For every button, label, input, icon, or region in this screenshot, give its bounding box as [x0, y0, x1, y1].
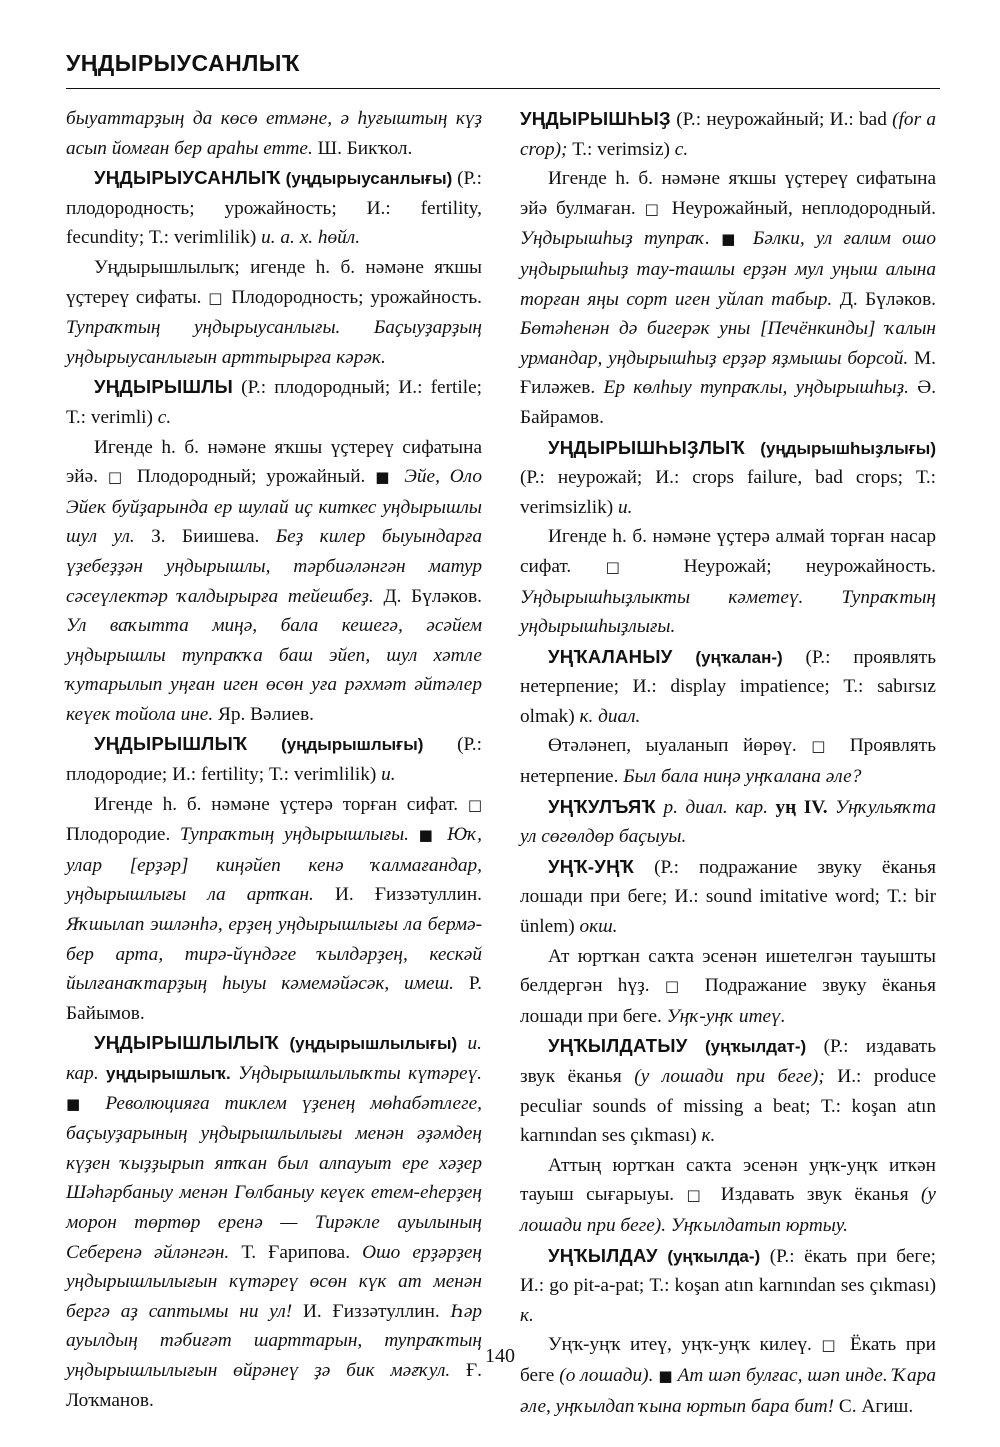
translation-marker-icon: □ — [467, 795, 482, 814]
entry-text: И. Ғиззәтуллин. — [302, 1300, 451, 1322]
italic-text: Беҙ килер быуындарға үҙебеҙҙән уңдырышлы, тәрбиәләнгән матур сәсеүлектәр ҡалдырырға тейешбеҙ. — [66, 526, 482, 607]
entry-text: Ёкать при беге — [520, 1334, 936, 1386]
headword-form: (уңҡылдат-) — [705, 1037, 807, 1057]
italic-text: Эйе, Оло Эйек буйҙарында ер шулай иҫ киткес уңдырышлы шул ул. — [66, 466, 482, 548]
entry-text: (Р.: подражание звуку ёканья лошади при беге; И.: sound imitative word; Т.: bir ünlem) — [520, 856, 936, 938]
italic-text: Уңдырышһыҙ тупраҡ. — [520, 228, 722, 250]
translation-marker-icon: □ — [821, 1336, 841, 1355]
entry-text: М. Ғиләжев. — [520, 347, 936, 399]
entry-text — [745, 438, 760, 459]
entry-text: Подражание звуку ёканья лошади при беге. — [520, 975, 936, 1027]
dictionary-entry — [66, 253, 482, 372]
entry-text: Яр. Вәлиев. — [218, 703, 314, 725]
dictionary-entry — [66, 104, 482, 163]
headword: УҢДЫРЫУСАНЛЫҠ — [94, 167, 281, 189]
dictionary-entry — [520, 852, 936, 942]
example-marker-icon: ■ — [375, 468, 395, 487]
italic-text: Тупраҡтың уңдырыусанлығы. Баҫыуҙарҙың уңдырыусанлығын арттырырға кәрәк. — [66, 317, 482, 368]
dictionary-entry — [520, 642, 936, 732]
translation-marker-icon: □ — [686, 1186, 709, 1205]
entry-text: (Р.: плодородность; урожайность; И.: fertility, fecundity; Т.: verimlilik) — [66, 168, 482, 249]
example-marker-icon: ■ — [658, 1366, 673, 1385]
italic-text: Юҡ, улар [ерҙәр] киңәйеп кенә ҡалмағандар, уңдырышлығы ла артҡан. — [66, 824, 482, 906]
italic-text: и. кар. — [66, 1033, 482, 1084]
entry-text: Игенде һ. б. нәмәне үҫтерә торған сифат. — [94, 793, 468, 815]
entry-text: Плодородный; урожайный. — [127, 466, 376, 488]
entry-text: Уңдырышлылыҡ; игенде һ. б. нәмәне яҡшы үҫтереү сифаты. — [66, 256, 482, 308]
dictionary-entry — [520, 942, 936, 1032]
italic-text: (for a crop); — [520, 109, 936, 160]
dictionary-entry — [66, 790, 482, 1029]
headword: УҢҠЫЛДАТЫУ — [548, 1035, 688, 1057]
dictionary-entry — [520, 104, 936, 164]
italic-text: Революцияға тиклем үҙенең мөһабәтлеге, баҫыуҙарының уңдырышлылығы менән әҙәмдең күҙен ҡыҙҙырып ятҡан был алпауыт ере хәҙер Шәһәрбаныу менән Гөлбаныу кеүек етем-еһерҙең морон төртөр еренә — Тирәкле ауылының Себеренә әйләнгән. — [66, 1092, 482, 1263]
entry-text — [673, 647, 696, 668]
header-divider — [66, 88, 940, 89]
entry-text: Игенде һ. б. нәмәне яҡшы үҫтереү сифатына эйә. — [66, 436, 482, 488]
entry-text: Ат юртҡан саҡта эсенән ишетелгән тауышты белдергән һүҙ. — [520, 945, 936, 997]
italic-text: к. — [520, 1304, 534, 1326]
entry-text: Д. Бүләков. — [383, 585, 483, 607]
translation-marker-icon: □ — [208, 288, 225, 307]
headword-form: (уңдырыусанлығы) — [285, 169, 453, 189]
italic-text: р. диал. кар. — [655, 796, 776, 818]
headword: УҢДЫРЫШЛЫҠ — [94, 733, 248, 755]
italic-text: Уңдырышһыҙлыкты кәметеү. Тупраҡтың уңдырышһыҙлығы. — [520, 586, 936, 638]
headword-form: (уңдырышһыҙлығы) — [760, 438, 936, 458]
entry-text: Д. Бүләков. — [839, 288, 936, 310]
italic-text: к. — [701, 1125, 716, 1147]
dictionary-entry — [520, 1241, 936, 1331]
entry-text: (Р.: неурожай; И.: crops failure, bad crops; Т.: verimsizlik) — [520, 467, 936, 518]
left-column — [66, 104, 482, 1415]
dictionary-entry — [520, 731, 936, 791]
headword: УҢҠ-УҢҠ — [548, 855, 635, 877]
italic-text: быуаттарҙың да көсө етмәне, ә һуғыштың күҙ асып йомған бер араһы етте. — [66, 108, 482, 159]
italic-text: и. — [618, 496, 633, 518]
entry-text — [457, 1033, 467, 1054]
entry-text: Өтәләнеп, ыуаланып йөрөү. — [548, 735, 812, 757]
example-marker-icon: ■ — [721, 230, 742, 249]
italic-text: и. — [381, 764, 396, 786]
running-header: УҢДЫРЫУСАНЛЫҠ — [66, 50, 300, 76]
italic-text: Уңдырышлылыҡты күтәреү. — [230, 1063, 482, 1084]
entry-text: Издавать звук ёканья — [708, 1184, 922, 1206]
dictionary-entry — [520, 1031, 936, 1150]
headword: УҢДЫРЫШЛЫ — [94, 376, 233, 398]
headword-form: (уңҡылда-) — [667, 1246, 761, 1266]
italic-text: Тупраҡтың уңдырышлығы. — [179, 824, 419, 846]
entry-text: И.: produce peculiar sounds of missing a beat; Т.: koşan atın karnından ses çıkması) — [520, 1066, 937, 1147]
entry-text: Неурожайный, неплодородный. — [662, 197, 936, 219]
entry-text: Игенде һ. б. нәмәне яҡшы үҫтереү сифатына эйә булмаған. — [520, 168, 936, 219]
entry-text: Неурожай; неурожайность. — [649, 555, 936, 577]
entry-text: Р. Байымов. — [66, 973, 482, 1024]
translation-marker-icon: □ — [605, 557, 650, 576]
headword: УҢДЫРЫШЛЫЛЫҠ — [94, 1032, 280, 1054]
dictionary-entry — [66, 163, 482, 253]
entry-text: Т.: verimsiz) — [567, 138, 675, 160]
entry-text: И. Ғиззәтуллин. — [334, 884, 482, 906]
dictionary-entry — [520, 164, 936, 432]
dictionary-entry — [520, 433, 936, 523]
entry-text — [247, 734, 281, 755]
translation-marker-icon: □ — [664, 977, 690, 996]
entry-text: (Р.: плодородный; И.: fertile; Т.: verimli) — [66, 377, 482, 428]
entry-text: (Р.: неурожайный; И.: bad — [670, 109, 893, 130]
italic-text: (о лошади). — [559, 1364, 659, 1386]
translation-marker-icon: □ — [107, 468, 128, 487]
entry-text: (Р.: проявлять нетерпение; И.: display impatience; Т.: sabırsız olmak) — [520, 646, 936, 727]
italic-text: Ат шәп булғас, шәп инде. Ҡара әле, уңҡылдап ҡына юртып бара бит! — [520, 1364, 936, 1417]
italic-text: и. а. х. һөйл. — [261, 227, 361, 249]
dictionary-entry — [520, 1330, 936, 1421]
dictionary-entry — [66, 433, 482, 730]
headword: УҢҠУЛЪЯҠ — [548, 795, 656, 817]
headword-form: (уңдырышлылығы) — [289, 1034, 458, 1054]
italic-text: Һәр ауылдың тәбиғәт шарттарын, тупраҡтың уңдырышлылығын өйрәнеү ҙә бик мәғҡул. — [66, 1300, 483, 1381]
entry-text: Уңҡ-уңҡ итеү, уңҡ-уңҡ килеү. — [548, 1334, 822, 1356]
entry-text: Ш. Бикҡол. — [317, 137, 413, 159]
italic-text: с. — [157, 406, 172, 428]
italic-text: Ер көлһыу тупраҡлы, уңдырышһыҙ. — [603, 377, 918, 399]
italic-text: Бөтәһенән дә бигерәк уны [Печёнкинды] ҡалын урмандар, уңдырышһыҙ ерҙәр яҙмышы борсой. — [520, 318, 936, 369]
entry-text: (Р.: ёкать при беге; И.: go pit-a-pat; Т.: koşan atın karnından ses çıkması) — [520, 1245, 936, 1297]
headword-form: (уңҡалан-) — [695, 647, 783, 667]
italic-text: Был бала ниңә уңҡалана әле? — [623, 766, 862, 788]
translation-marker-icon: □ — [644, 199, 663, 218]
italic-text: к. диал. — [579, 705, 641, 727]
italic-text: (у лошади при беге). Уңҡылдатып юртыу. — [520, 1184, 936, 1236]
entry-text: Т. Ғарипова. — [241, 1241, 363, 1263]
italic-text: с. — [674, 138, 689, 160]
entry-text: Игенде һ. б. нәмәне үҫтерә алмай торған насар сифат. — [520, 526, 936, 577]
dictionary-entry — [520, 792, 936, 852]
italic-text: окш. — [579, 916, 618, 938]
italic-text: Яҡшылап эшләнһә, ерҙең уңдырышлығы ла бермә-бер арта, тирә-йүндәге ҡылдәрҙең, кескәй йылғанаҡтарҙың һыуы кәмемәйәсәк, имеш. — [66, 914, 482, 995]
dictionary-entry — [66, 372, 482, 432]
example-marker-icon: ■ — [418, 826, 438, 845]
entry-text: Аттың юртҡан саҡта эсенән уңҡ-уңҡ иткән тауыш сығарыуы. — [520, 1154, 936, 1206]
italic-text: Уңҡ-уңҡ итеү. — [666, 1005, 786, 1027]
cross-reference: уң IV. — [775, 796, 828, 818]
entry-text — [279, 1033, 289, 1054]
right-column — [520, 104, 936, 1421]
italic-text: Бәлки, ул ғалим ошо уңдырышһыҙ тау-ташлы ерҙән мул уңыш алына торған яңы сорт иген уйлап табыр. — [520, 228, 936, 310]
entry-text: Проявлять нетерпение. — [520, 735, 936, 788]
headword-form: (уңдырышлығы) — [281, 735, 424, 755]
entry-text — [658, 1246, 668, 1267]
italic-text: Ошо ерҙәрҙең уңдырышлылығын күтәреү өсөн күк ат менән бергә аҙ саптымы ни ул! — [66, 1241, 482, 1322]
dictionary-entry — [66, 729, 482, 789]
page-number: 140 — [485, 1345, 515, 1367]
entry-text: Ә. Байрамов. — [520, 377, 937, 428]
entry-text: (Р.: издавать звук ёканья — [520, 1036, 936, 1087]
headword: УҢҠАЛАНЫУ — [548, 645, 673, 667]
headword: УҢДЫРЫШҺЫҘ — [520, 108, 671, 129]
dictionary-entry — [520, 1151, 936, 1241]
entry-text: Ғ. Лоҡманов. — [66, 1359, 482, 1411]
dictionary-entry — [520, 522, 936, 641]
entry-text: (Р.: плодородие; И.: fertility; Т.: verimlilik) — [66, 734, 482, 786]
headword: УҢҠЫЛДАУ — [548, 1244, 658, 1266]
headword-form: уңдырышлыҡ. — [106, 1064, 231, 1083]
entry-text: Плодородие. — [66, 824, 180, 846]
entry-text: Плодородность; урожайность. — [224, 286, 482, 308]
entry-text — [688, 1036, 705, 1057]
example-marker-icon: ■ — [66, 1094, 91, 1113]
headword: УҢДЫРЫШҺЫҘЛЫҠ — [548, 436, 745, 458]
italic-text: (у лошади при беге); — [634, 1066, 825, 1087]
entry-text: З. Биишева. — [151, 526, 276, 548]
italic-text: Ул ваҡытта миңә, бала кешегә, әсәйем уңдырышлы тупраҡҡа баш эйеп, шул хәтле ҡутарылып уңған иген өсөн уға рәхмәт әйтәлер кеүек тойола ине. — [66, 615, 482, 725]
entry-text: С. Агиш. — [838, 1395, 914, 1417]
translation-marker-icon: □ — [811, 737, 836, 756]
italic-text: Уңҡульяҡта ул сөгөлдөр баҫыуы. — [520, 796, 936, 848]
